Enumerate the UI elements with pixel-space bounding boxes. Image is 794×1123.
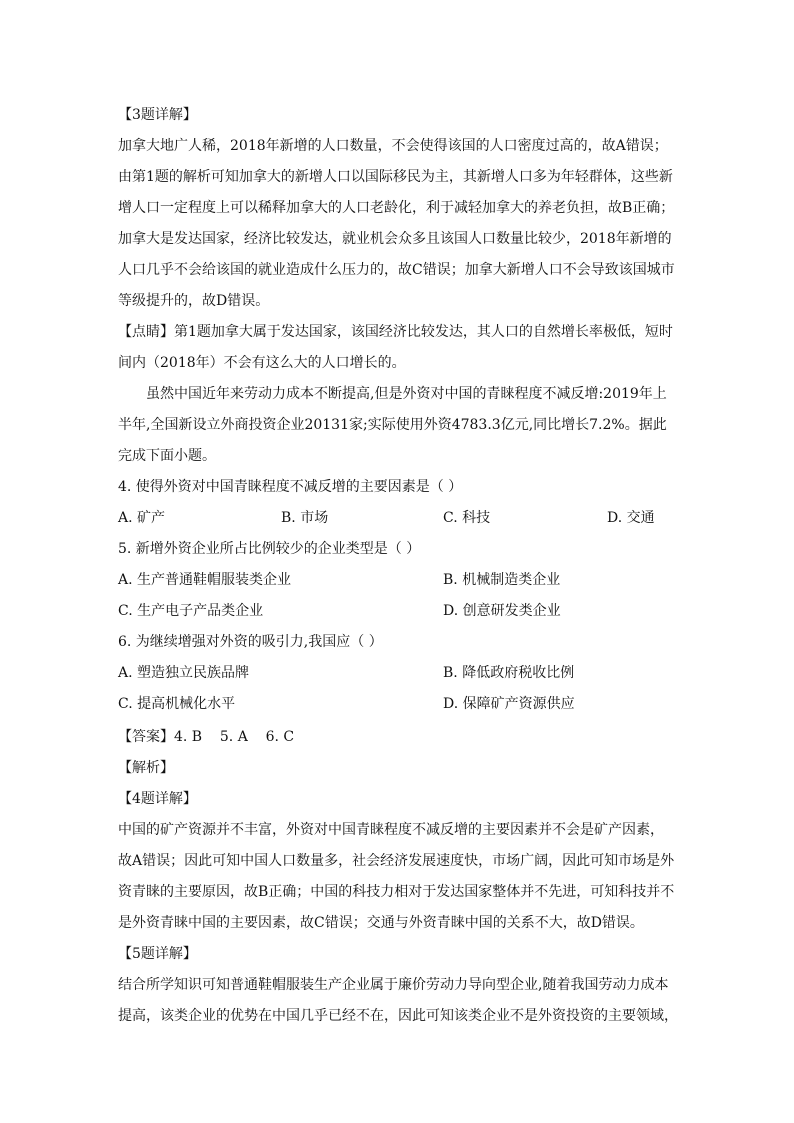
q4-detail-line-3: 资青睐的主要原因，故B正确；中国的科技力相对于发达国家整体并不先进，可知科技并不 bbox=[118, 884, 675, 900]
q6-stem: 6. 为继续增强对外资的吸引力,我国应（ ） bbox=[118, 634, 383, 650]
q6-option-a: A. 塑造独立民族品牌 bbox=[118, 665, 250, 681]
q4-option-c: C. 科技 bbox=[443, 510, 491, 526]
analysis-heading: 【解析】 bbox=[118, 760, 174, 776]
q3-detail-line-2: 由第1题的解析可知加拿大的新增人口以国际移民为主，其新增人口多为年轻群体，这些新 bbox=[118, 169, 673, 185]
q3-detail-line-5: 人口几乎不会给该国的就业造成什么压力的，故C错误；加拿大新增人口不会导致该国城市 bbox=[118, 262, 675, 278]
q3-detail-heading: 【3题详解】 bbox=[118, 107, 197, 123]
q5-detail-line-2: 提高，该类企业的优势在中国几乎已经不在，因此可知该类企业不是外资投资的主要领域， bbox=[118, 1008, 678, 1024]
passage-line-3: 完成下面小题。 bbox=[118, 448, 216, 464]
q4-option-d: D. 交通 bbox=[607, 510, 655, 526]
answer-line: 【答案】4. B 5. A 6. C bbox=[118, 729, 295, 745]
q4-option-a: A. 矿产 bbox=[118, 510, 166, 526]
q3-detail-line-1: 加拿大地广人稀，2018年新增的人口数量，不会使得该国的人口密度过高的，故A错误； bbox=[118, 138, 668, 154]
passage-line-2: 半年,全国新设立外商投资企业20131家;实际使用外资4783.3亿元,同比增长7.2%。据此 bbox=[118, 417, 667, 433]
q4-option-b: B. 市场 bbox=[281, 510, 329, 526]
dianjing-line-2: 间内（2018年）不会有这么大的人口增长的。 bbox=[118, 355, 406, 371]
q5-option-d: D. 创意研发类企业 bbox=[443, 603, 561, 619]
q4-detail-line-4: 是外资青睐中国的主要因素，故C错误；交通与外资青睐中国的关系不大，故D错误。 bbox=[118, 915, 644, 931]
q5-option-c: C. 生产电子产品类企业 bbox=[118, 603, 264, 619]
q5-stem: 5. 新增外资企业所占比例较少的企业类型是（ ） bbox=[118, 541, 421, 557]
q4-detail-line-2: 故A错误；因此可知中国人口数量多，社会经济发展速度快，市场广阔，因此可知市场是外 bbox=[118, 853, 675, 869]
q4-detail-heading: 【4题详解】 bbox=[118, 791, 197, 807]
q4-stem: 4. 使得外资对中国青睐程度不减反增的主要因素是（ ） bbox=[118, 479, 463, 495]
q5-detail-heading: 【5题详解】 bbox=[118, 946, 197, 962]
q4-detail-line-1: 中国的矿产资源并不丰富，外资对中国青睐程度不减反增的主要因素并不会是矿产因素， bbox=[118, 822, 664, 838]
q6-option-b: B. 降低政府税收比例 bbox=[443, 665, 575, 681]
q6-option-c: C. 提高机械化水平 bbox=[118, 696, 236, 712]
q3-detail-line-3: 增人口一定程度上可以稀释加拿大的人口老龄化，利于减轻加拿大的养老负担，故B正确； bbox=[118, 200, 675, 216]
q3-detail-line-4: 加拿大是发达国家，经济比较发达，就业机会众多且该国人口数量比较少，2018年新增的 bbox=[118, 231, 672, 247]
q3-detail-line-6: 等级提升的，故D错误。 bbox=[118, 293, 270, 309]
dianjing-line-1: 【点睛】第1题加拿大属于发达国家，该国经济比较发达，其人口的自然增长率极低，短时 bbox=[118, 324, 673, 340]
q5-option-a: A. 生产普通鞋帽服装类企业 bbox=[118, 572, 292, 588]
q6-option-d: D. 保障矿产资源供应 bbox=[443, 696, 575, 712]
q5-option-b: B. 机械制造类企业 bbox=[443, 572, 561, 588]
passage-line-1: 虽然中国近年来劳动力成本不断提高,但是外资对中国的青睐程度不减反增:2019年上 bbox=[146, 386, 667, 402]
q5-detail-line-1: 结合所学知识可知普通鞋帽服装生产企业属于廉价劳动力导向型企业,随着我国劳动力成本 bbox=[118, 977, 669, 993]
